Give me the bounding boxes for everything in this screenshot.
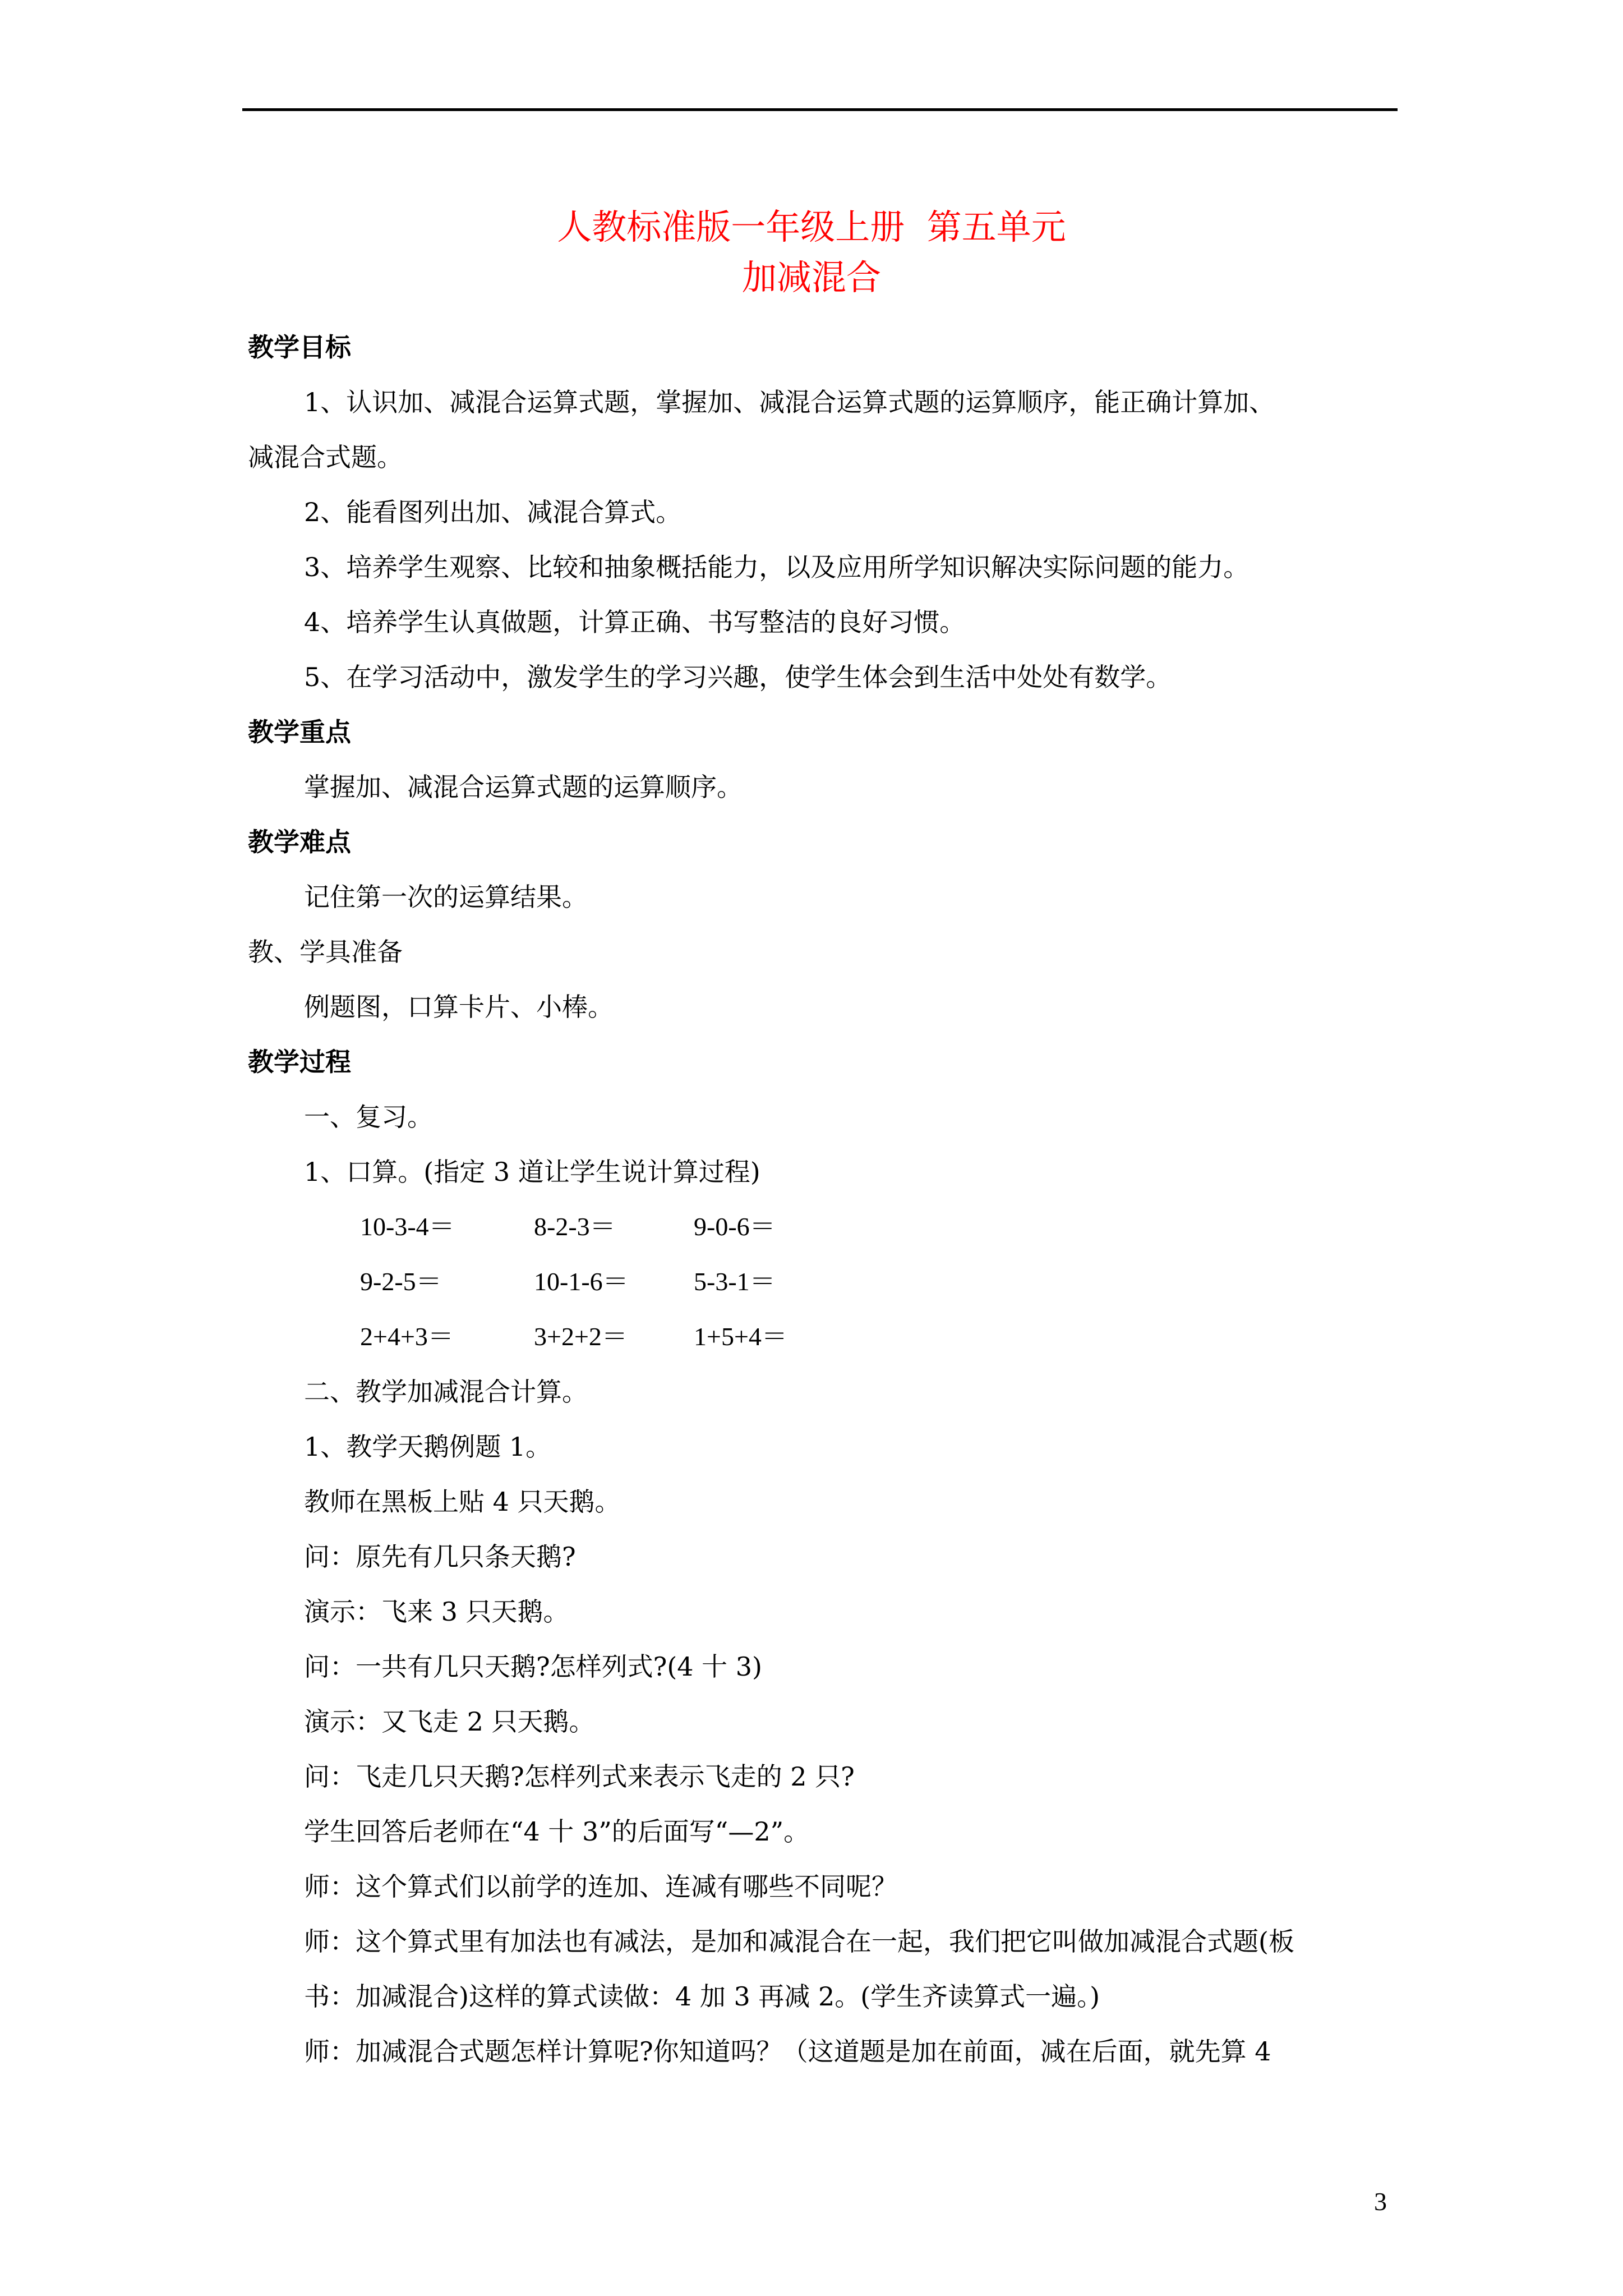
step-1: 1、教学天鹅例题 1。	[304, 1432, 552, 1462]
formula: 1+5+4＝	[694, 1322, 787, 1351]
step-9: 师：这个算式们以前学的连加、连减有哪些不同呢？	[304, 1871, 897, 1902]
lesson-title: 二、教学加减混合计算。	[304, 1377, 588, 1407]
formula: 3+2+2＝	[534, 1322, 628, 1351]
goal-item-2: 2、能看图列出加、减混合算式。	[304, 497, 682, 527]
step-6: 演示：又飞走 2 只天鹅。	[304, 1706, 595, 1737]
formula-row-1	[248, 1199, 1403, 1254]
document-title: 人教标准版一年级上册 第五单元	[557, 206, 1066, 247]
formula-row-3	[248, 1309, 1403, 1364]
formula: 2+4+3＝	[360, 1322, 454, 1351]
teacher-line-b: 书：加减混合)这样的算式读做：4 加 3 再减 2。(学生齐读算式一遍。)	[304, 1981, 1100, 2012]
step-4: 演示：飞来 3 只天鹅。	[304, 1596, 569, 1627]
section-heading-key: 教学重点	[248, 717, 351, 747]
formula: 9-2-5＝	[360, 1267, 442, 1296]
section-heading-goals: 教学目标	[248, 332, 351, 362]
section-heading-process: 教学过程	[248, 1047, 351, 1077]
goal-item-3: 3、培养学生观察、比较和抽象概括能力，以及应用所学知识解决实际问题的能力。	[304, 552, 1249, 582]
formula: 10-1-6＝	[534, 1267, 629, 1296]
step-2: 教师在黑板上贴 4 只天鹅。	[304, 1487, 621, 1517]
document-body	[248, 320, 1403, 2079]
header-rule	[242, 108, 1398, 111]
page-number: 3	[1374, 2187, 1387, 2216]
section-heading-difficulty: 教学难点	[248, 827, 351, 857]
prep-text: 例题图，口算卡片、小棒。	[304, 992, 614, 1022]
goal-item-4: 4、培养学生认真做题，计算正确、书写整洁的良好习惯。	[304, 607, 966, 637]
goal-item-1a: 1、认识加、减混合运算式题，掌握加、减混合运算式题的运算顺序，能正确计算加、	[304, 387, 1275, 417]
difficulty-text: 记住第一次的运算结果。	[304, 882, 588, 912]
oral-calc-instruction: 1、口算。(指定 3 道让学生说计算过程)	[304, 1157, 760, 1187]
step-5: 问：一共有几只天鹅?怎样列式?(4 十 3)	[304, 1651, 762, 1682]
key-text: 掌握加、减混合运算式题的运算顺序。	[304, 772, 743, 802]
teacher-line-c: 师：加减混合式题怎样计算呢?你知道吗？（这道题是加在前面，减在后面，就先算 4	[304, 2036, 1271, 2067]
section-heading-prep: 教、学具准备	[248, 937, 403, 967]
formula: 8-2-3＝	[534, 1212, 616, 1241]
formula-row-2	[248, 1254, 1403, 1309]
step-7: 问：飞走几只天鹅?怎样列式来表示飞走的 2 只?	[304, 1761, 855, 1792]
formula: 5-3-1＝	[694, 1267, 776, 1296]
step-3: 问：原先有几只条天鹅?	[304, 1542, 576, 1572]
goal-item-1b: 减混合式题。	[248, 442, 403, 472]
teacher-line-a: 师：这个算式里有加法也有减法，是加和减混合在一起，我们把它叫做加减混合式题(板	[304, 1926, 1294, 1957]
formula: 9-0-6＝	[694, 1212, 776, 1241]
document-subtitle: 加减混合	[741, 257, 881, 298]
step-8: 学生回答后老师在“4 十 3”的后面写“—2”。	[304, 1816, 810, 1847]
goal-item-5: 5、在学习活动中，激发学生的学习兴趣，使学生体会到生活中处处有数学。	[304, 662, 1172, 692]
formula: 10-3-4＝	[360, 1212, 455, 1241]
review-title: 一、复习。	[304, 1102, 433, 1132]
